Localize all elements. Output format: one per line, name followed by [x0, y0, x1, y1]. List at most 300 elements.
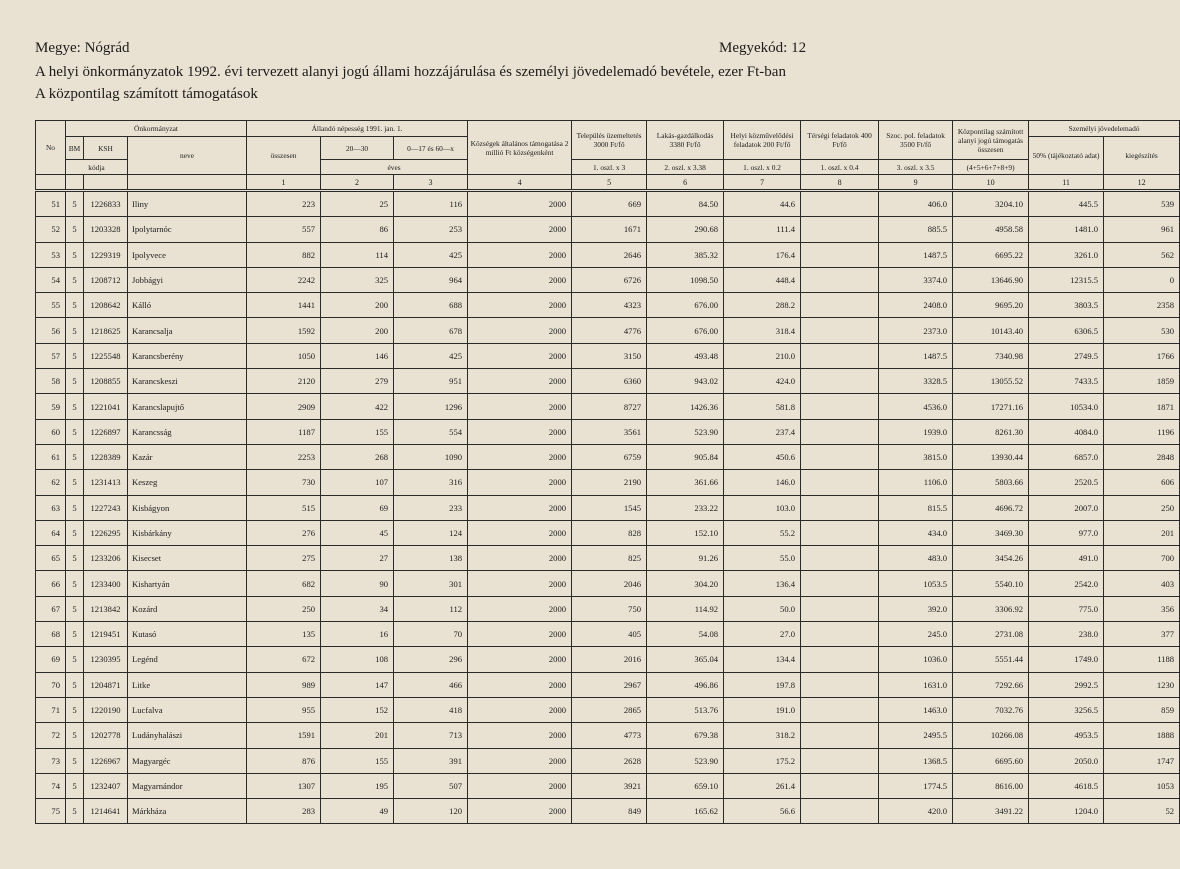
cell-lakas: 676.00: [647, 318, 724, 343]
cell-kozponti: 9695.20: [953, 293, 1029, 318]
cell-20-30: 152: [321, 697, 394, 722]
table-row: [36, 596, 1180, 621]
cell-ksh: 1226833: [84, 191, 128, 217]
cell-20-30: 49: [321, 799, 394, 824]
cell-ksh: 1208642: [84, 293, 128, 318]
cell-bm: 5: [66, 773, 84, 798]
cell-szoc: 3374.0: [879, 267, 953, 292]
cell-name: Kazár: [128, 444, 247, 469]
cell-ksh: 1219451: [84, 622, 128, 647]
cell-kozseg: 2000: [468, 799, 572, 824]
table-header: [36, 121, 1180, 191]
cell-kozmuvelodes: 318.4: [724, 318, 801, 343]
cell-tersegi: [801, 799, 879, 824]
cell-szoc: 2495.5: [879, 723, 953, 748]
cell-osszesen: 250: [247, 596, 321, 621]
cell-telepules: 4773: [572, 723, 647, 748]
cell-kozseg: 2000: [468, 546, 572, 571]
cell-telepules: 3561: [572, 419, 647, 444]
cell-20-30: 25: [321, 191, 394, 217]
cell-kozmuvelodes: 448.4: [724, 267, 801, 292]
cell-lakas: 84.50: [647, 191, 724, 217]
cell-telepules: 4323: [572, 293, 647, 318]
cell-kozponti: 3491.22: [953, 799, 1029, 824]
cell-name: Litke: [128, 672, 247, 697]
cell-szja-50: 3256.5: [1029, 697, 1104, 722]
cell-0-17: 964: [394, 267, 468, 292]
col-ksh: KSH: [84, 137, 128, 160]
cell-kozseg: 2000: [468, 622, 572, 647]
cell-name: Karancsság: [128, 419, 247, 444]
table-row: [36, 748, 1180, 773]
col-number: 8: [801, 175, 879, 191]
cell-telepules: 2967: [572, 672, 647, 697]
cell-no: 56: [36, 318, 66, 343]
cell-name: Ludányhalászi: [128, 723, 247, 748]
cell-kozmuvelodes: 103.0: [724, 495, 801, 520]
cell-szoc: 406.0: [879, 191, 953, 217]
col-10-formula: (4+5+6+7+8+9): [953, 160, 1029, 175]
cell-0-17: 391: [394, 748, 468, 773]
cell-no: 63: [36, 495, 66, 520]
cell-name: Keszeg: [128, 470, 247, 495]
cell-osszesen: 2909: [247, 394, 321, 419]
cell-osszesen: 955: [247, 697, 321, 722]
cell-lakas: 165.62: [647, 799, 724, 824]
cell-bm: 5: [66, 571, 84, 596]
cell-tersegi: [801, 293, 879, 318]
cell-telepules: 405: [572, 622, 647, 647]
table-row: [36, 723, 1180, 748]
cell-szoc: 1774.5: [879, 773, 953, 798]
cell-no: 57: [36, 343, 66, 368]
cell-20-30: 200: [321, 293, 394, 318]
cell-kozmuvelodes: 44.6: [724, 191, 801, 217]
cell-lakas: 114.92: [647, 596, 724, 621]
num-blank: [84, 175, 128, 191]
table-row: [36, 242, 1180, 267]
cell-telepules: 2865: [572, 697, 647, 722]
cell-szoc: 1631.0: [879, 672, 953, 697]
cell-ksh: 1204871: [84, 672, 128, 697]
cell-telepules: 669: [572, 191, 647, 217]
table-row: [36, 622, 1180, 647]
cell-kozseg: 2000: [468, 318, 572, 343]
cell-kozseg: 2000: [468, 748, 572, 773]
cell-kozseg: 2000: [468, 571, 572, 596]
cell-20-30: 268: [321, 444, 394, 469]
cell-tersegi: [801, 748, 879, 773]
col-onkormanyzat: Önkormányzat: [66, 121, 247, 137]
cell-kiegeszites: 1053: [1104, 773, 1180, 798]
cell-osszesen: 283: [247, 799, 321, 824]
cell-kozmuvelodes: 210.0: [724, 343, 801, 368]
cell-szoc: 1036.0: [879, 647, 953, 672]
col-age-0-17: 0—17 és 60—x: [394, 137, 468, 160]
cell-bm: 5: [66, 318, 84, 343]
table-row: [36, 495, 1180, 520]
cell-telepules: 2016: [572, 647, 647, 672]
cell-kozseg: 2000: [468, 191, 572, 217]
cell-kozmuvelodes: 191.0: [724, 697, 801, 722]
col-8: Térségi feladatok 400 Ft/fő: [801, 121, 879, 160]
cell-kozseg: 2000: [468, 444, 572, 469]
cell-szja-50: 2007.0: [1029, 495, 1104, 520]
cell-kozseg: 2000: [468, 647, 572, 672]
cell-tersegi: [801, 520, 879, 545]
cell-szoc: 3815.0: [879, 444, 953, 469]
cell-20-30: 201: [321, 723, 394, 748]
cell-20-30: 155: [321, 748, 394, 773]
cell-0-17: 713: [394, 723, 468, 748]
cell-szoc: 420.0: [879, 799, 953, 824]
cell-name: Kisecset: [128, 546, 247, 571]
col-number: 6: [647, 175, 724, 191]
table-row: [36, 520, 1180, 545]
cell-tersegi: [801, 217, 879, 242]
cell-szja-50: 10534.0: [1029, 394, 1104, 419]
cell-no: 74: [36, 773, 66, 798]
cell-kozponti: 13646.90: [953, 267, 1029, 292]
cell-kiegeszites: 201: [1104, 520, 1180, 545]
cell-no: 75: [36, 799, 66, 824]
cell-kozseg: 2000: [468, 217, 572, 242]
cell-ksh: 1208855: [84, 369, 128, 394]
table-row: [36, 470, 1180, 495]
cell-no: 71: [36, 697, 66, 722]
cell-kozponti: 8261.30: [953, 419, 1029, 444]
col-number: 7: [724, 175, 801, 191]
cell-osszesen: 223: [247, 191, 321, 217]
cell-20-30: 155: [321, 419, 394, 444]
cell-no: 67: [36, 596, 66, 621]
table-row: [36, 419, 1180, 444]
cell-szja-50: 4618.5: [1029, 773, 1104, 798]
cell-name: Karancsalja: [128, 318, 247, 343]
cell-szoc: 1487.5: [879, 343, 953, 368]
cell-tersegi: [801, 191, 879, 217]
table-row: [36, 773, 1180, 798]
cell-szja-50: 6857.0: [1029, 444, 1104, 469]
cell-no: 68: [36, 622, 66, 647]
cell-ksh: 1221041: [84, 394, 128, 419]
cell-osszesen: 1187: [247, 419, 321, 444]
cell-osszesen: 672: [247, 647, 321, 672]
cell-20-30: 279: [321, 369, 394, 394]
cell-name: Márkháza: [128, 799, 247, 824]
table-row: [36, 369, 1180, 394]
cell-kiegeszites: 1188: [1104, 647, 1180, 672]
cell-kozmuvelodes: 50.0: [724, 596, 801, 621]
cell-20-30: 146: [321, 343, 394, 368]
col-eves: éves: [321, 160, 468, 175]
cell-kozmuvelodes: 136.4: [724, 571, 801, 596]
cell-lakas: 676.00: [647, 293, 724, 318]
cell-osszesen: 2120: [247, 369, 321, 394]
table-row: [36, 672, 1180, 697]
cell-0-17: 688: [394, 293, 468, 318]
cell-kiegeszites: 2358: [1104, 293, 1180, 318]
cell-kozseg: 2000: [468, 773, 572, 798]
cell-lakas: 523.90: [647, 419, 724, 444]
cell-szoc: 1463.0: [879, 697, 953, 722]
table-row: [36, 217, 1180, 242]
col-number: 3: [394, 175, 468, 191]
cell-ksh: 1233400: [84, 571, 128, 596]
cell-ksh: 1226295: [84, 520, 128, 545]
cell-lakas: 523.90: [647, 748, 724, 773]
cell-name: Ipolytarnóc: [128, 217, 247, 242]
cell-lakas: 365.04: [647, 647, 724, 672]
cell-20-30: 86: [321, 217, 394, 242]
cell-bm: 5: [66, 419, 84, 444]
cell-kozponti: 3306.92: [953, 596, 1029, 621]
cell-ksh: 1227243: [84, 495, 128, 520]
cell-ksh: 1230395: [84, 647, 128, 672]
cell-osszesen: 276: [247, 520, 321, 545]
table-row: [36, 318, 1180, 343]
cell-osszesen: 2242: [247, 267, 321, 292]
cell-kiegeszites: 539: [1104, 191, 1180, 217]
cell-bm: 5: [66, 217, 84, 242]
col-5-formula: 1. oszl. x 3: [572, 160, 647, 175]
cell-ksh: 1213842: [84, 596, 128, 621]
col-4: Községek általános támogatása 2 millió Ft községenként: [468, 121, 572, 175]
cell-szoc: 1053.5: [879, 571, 953, 596]
cell-kozmuvelodes: 237.4: [724, 419, 801, 444]
cell-kiegeszites: 1888: [1104, 723, 1180, 748]
cell-bm: 5: [66, 748, 84, 773]
cell-kiegeszites: 250: [1104, 495, 1180, 520]
cell-0-17: 507: [394, 773, 468, 798]
cell-kozponti: 17271.16: [953, 394, 1029, 419]
cell-kozponti: 7032.76: [953, 697, 1029, 722]
cell-kozmuvelodes: 318.2: [724, 723, 801, 748]
cell-szja-50: 1749.0: [1029, 647, 1104, 672]
table-row: [36, 191, 1180, 217]
cell-kiegeszites: 1747: [1104, 748, 1180, 773]
col-number: 10: [953, 175, 1029, 191]
cell-20-30: 45: [321, 520, 394, 545]
cell-kozponti: 8616.00: [953, 773, 1029, 798]
page-title: A helyi önkormányzatok 1992. évi tervezett alanyi jogú állami hozzájárulása és személyi jövedelemadó bevétele, ezer Ft-ban: [35, 64, 786, 80]
cell-0-17: 466: [394, 672, 468, 697]
cell-ksh: 1229319: [84, 242, 128, 267]
cell-kozponti: 6695.22: [953, 242, 1029, 267]
cell-szja-50: 2992.5: [1029, 672, 1104, 697]
cell-tersegi: [801, 723, 879, 748]
cell-osszesen: 989: [247, 672, 321, 697]
cell-ksh: 1220190: [84, 697, 128, 722]
cell-no: 61: [36, 444, 66, 469]
table-row: [36, 697, 1180, 722]
cell-lakas: 233.22: [647, 495, 724, 520]
cell-kiegeszites: 606: [1104, 470, 1180, 495]
cell-tersegi: [801, 369, 879, 394]
cell-szoc: 1939.0: [879, 419, 953, 444]
cell-bm: 5: [66, 242, 84, 267]
cell-telepules: 2046: [572, 571, 647, 596]
cell-osszesen: 730: [247, 470, 321, 495]
cell-kiegeszites: 403: [1104, 571, 1180, 596]
cell-kiegeszites: 700: [1104, 546, 1180, 571]
cell-tersegi: [801, 343, 879, 368]
cell-lakas: 1426.36: [647, 394, 724, 419]
cell-20-30: 107: [321, 470, 394, 495]
cell-name: Iliny: [128, 191, 247, 217]
cell-telepules: 825: [572, 546, 647, 571]
page-subtitle: A központilag számított támogatások: [35, 86, 258, 102]
cell-kiegeszites: 2848: [1104, 444, 1180, 469]
cell-kozponti: 10143.40: [953, 318, 1029, 343]
cell-kiegeszites: 859: [1104, 697, 1180, 722]
cell-kozponti: 3469.30: [953, 520, 1029, 545]
cell-telepules: 4776: [572, 318, 647, 343]
cell-tersegi: [801, 444, 879, 469]
cell-kozponti: 2731.08: [953, 622, 1029, 647]
cell-lakas: 152.10: [647, 520, 724, 545]
cell-tersegi: [801, 546, 879, 571]
cell-szja-50: 445.5: [1029, 191, 1104, 217]
cell-kozseg: 2000: [468, 672, 572, 697]
cell-0-17: 120: [394, 799, 468, 824]
cell-osszesen: 1050: [247, 343, 321, 368]
cell-ksh: 1214641: [84, 799, 128, 824]
cell-no: 51: [36, 191, 66, 217]
col-osszesen: összesen: [247, 137, 321, 175]
cell-0-17: 296: [394, 647, 468, 672]
cell-lakas: 54.08: [647, 622, 724, 647]
cell-kozponti: 7340.98: [953, 343, 1029, 368]
cell-kozmuvelodes: 450.6: [724, 444, 801, 469]
cell-0-17: 301: [394, 571, 468, 596]
cell-name: Karancsberény: [128, 343, 247, 368]
col-szja: Személyi jövedelemadó: [1029, 121, 1180, 137]
cell-kozmuvelodes: 197.8: [724, 672, 801, 697]
col-nepesseg: Állandó népesség 1991. jan. 1.: [247, 121, 468, 137]
cell-kiegeszites: 0: [1104, 267, 1180, 292]
cell-szja-50: 238.0: [1029, 622, 1104, 647]
cell-kozponti: 5803.66: [953, 470, 1029, 495]
cell-telepules: 1545: [572, 495, 647, 520]
cell-kozmuvelodes: 134.4: [724, 647, 801, 672]
cell-20-30: 422: [321, 394, 394, 419]
cell-name: Karancslapujtő: [128, 394, 247, 419]
cell-kozmuvelodes: 288.2: [724, 293, 801, 318]
cell-kozponti: 13055.52: [953, 369, 1029, 394]
cell-szoc: 885.5: [879, 217, 953, 242]
cell-name: Kutasó: [128, 622, 247, 647]
col-number: 4: [468, 175, 572, 191]
cell-szja-50: 2542.0: [1029, 571, 1104, 596]
cell-name: Kálló: [128, 293, 247, 318]
cell-bm: 5: [66, 267, 84, 292]
cell-szja-50: 491.0: [1029, 546, 1104, 571]
cell-szja-50: 2749.5: [1029, 343, 1104, 368]
table-body: [36, 191, 1180, 824]
cell-20-30: 90: [321, 571, 394, 596]
cell-name: Legénd: [128, 647, 247, 672]
cell-no: 55: [36, 293, 66, 318]
cell-kozponti: 3204.10: [953, 191, 1029, 217]
cell-kozseg: 2000: [468, 293, 572, 318]
cell-telepules: 3921: [572, 773, 647, 798]
cell-bm: 5: [66, 343, 84, 368]
cell-bm: 5: [66, 293, 84, 318]
cell-20-30: 27: [321, 546, 394, 571]
cell-no: 73: [36, 748, 66, 773]
cell-telepules: 6360: [572, 369, 647, 394]
cell-lakas: 513.76: [647, 697, 724, 722]
cell-kozmuvelodes: 581.8: [724, 394, 801, 419]
col-6-formula: 2. oszl. x 3.38: [647, 160, 724, 175]
cell-kozponti: 13930.44: [953, 444, 1029, 469]
cell-szja-50: 1204.0: [1029, 799, 1104, 824]
cell-kozponti: 6695.60: [953, 748, 1029, 773]
cell-bm: 5: [66, 369, 84, 394]
cell-bm: 5: [66, 495, 84, 520]
cell-name: Jobbágyi: [128, 267, 247, 292]
cell-kozseg: 2000: [468, 495, 572, 520]
cell-no: 53: [36, 242, 66, 267]
col-6: Lakás-gazdálkodás 3380 Ft/fő: [647, 121, 724, 160]
col-number: 11: [1029, 175, 1104, 191]
cell-kiegeszites: 562: [1104, 242, 1180, 267]
table-row: [36, 647, 1180, 672]
cell-kozmuvelodes: 261.4: [724, 773, 801, 798]
cell-20-30: 114: [321, 242, 394, 267]
cell-tersegi: [801, 318, 879, 343]
cell-no: 54: [36, 267, 66, 292]
cell-tersegi: [801, 773, 879, 798]
cell-kiegeszites: 1859: [1104, 369, 1180, 394]
cell-kozponti: 7292.66: [953, 672, 1029, 697]
col-number: 5: [572, 175, 647, 191]
cell-bm: 5: [66, 546, 84, 571]
cell-kiegeszites: 52: [1104, 799, 1180, 824]
cell-name: Kishartyán: [128, 571, 247, 596]
cell-20-30: 69: [321, 495, 394, 520]
cell-lakas: 659.10: [647, 773, 724, 798]
cell-kozseg: 2000: [468, 470, 572, 495]
cell-20-30: 16: [321, 622, 394, 647]
table-row: [36, 293, 1180, 318]
table-row: [36, 444, 1180, 469]
cell-szoc: 1106.0: [879, 470, 953, 495]
col-no: No: [36, 121, 66, 175]
cell-name: Magyargéc: [128, 748, 247, 773]
cell-no: 58: [36, 369, 66, 394]
col-7: Helyi közművelődési feladatok 200 Ft/fő: [724, 121, 801, 160]
cell-szja-50: 3803.5: [1029, 293, 1104, 318]
cell-tersegi: [801, 495, 879, 520]
cell-szja-50: 1481.0: [1029, 217, 1104, 242]
col-bm: BM: [66, 137, 84, 160]
cell-telepules: 2628: [572, 748, 647, 773]
cell-name: Lucfalva: [128, 697, 247, 722]
cell-osszesen: 1441: [247, 293, 321, 318]
cell-ksh: 1228389: [84, 444, 128, 469]
cell-szja-50: 7433.5: [1029, 369, 1104, 394]
cell-kozmuvelodes: 55.2: [724, 520, 801, 545]
cell-kozseg: 2000: [468, 520, 572, 545]
cell-name: Ipolyvece: [128, 242, 247, 267]
cell-telepules: 849: [572, 799, 647, 824]
cell-kiegeszites: 961: [1104, 217, 1180, 242]
cell-telepules: 8727: [572, 394, 647, 419]
cell-0-17: 124: [394, 520, 468, 545]
cell-kozseg: 2000: [468, 697, 572, 722]
